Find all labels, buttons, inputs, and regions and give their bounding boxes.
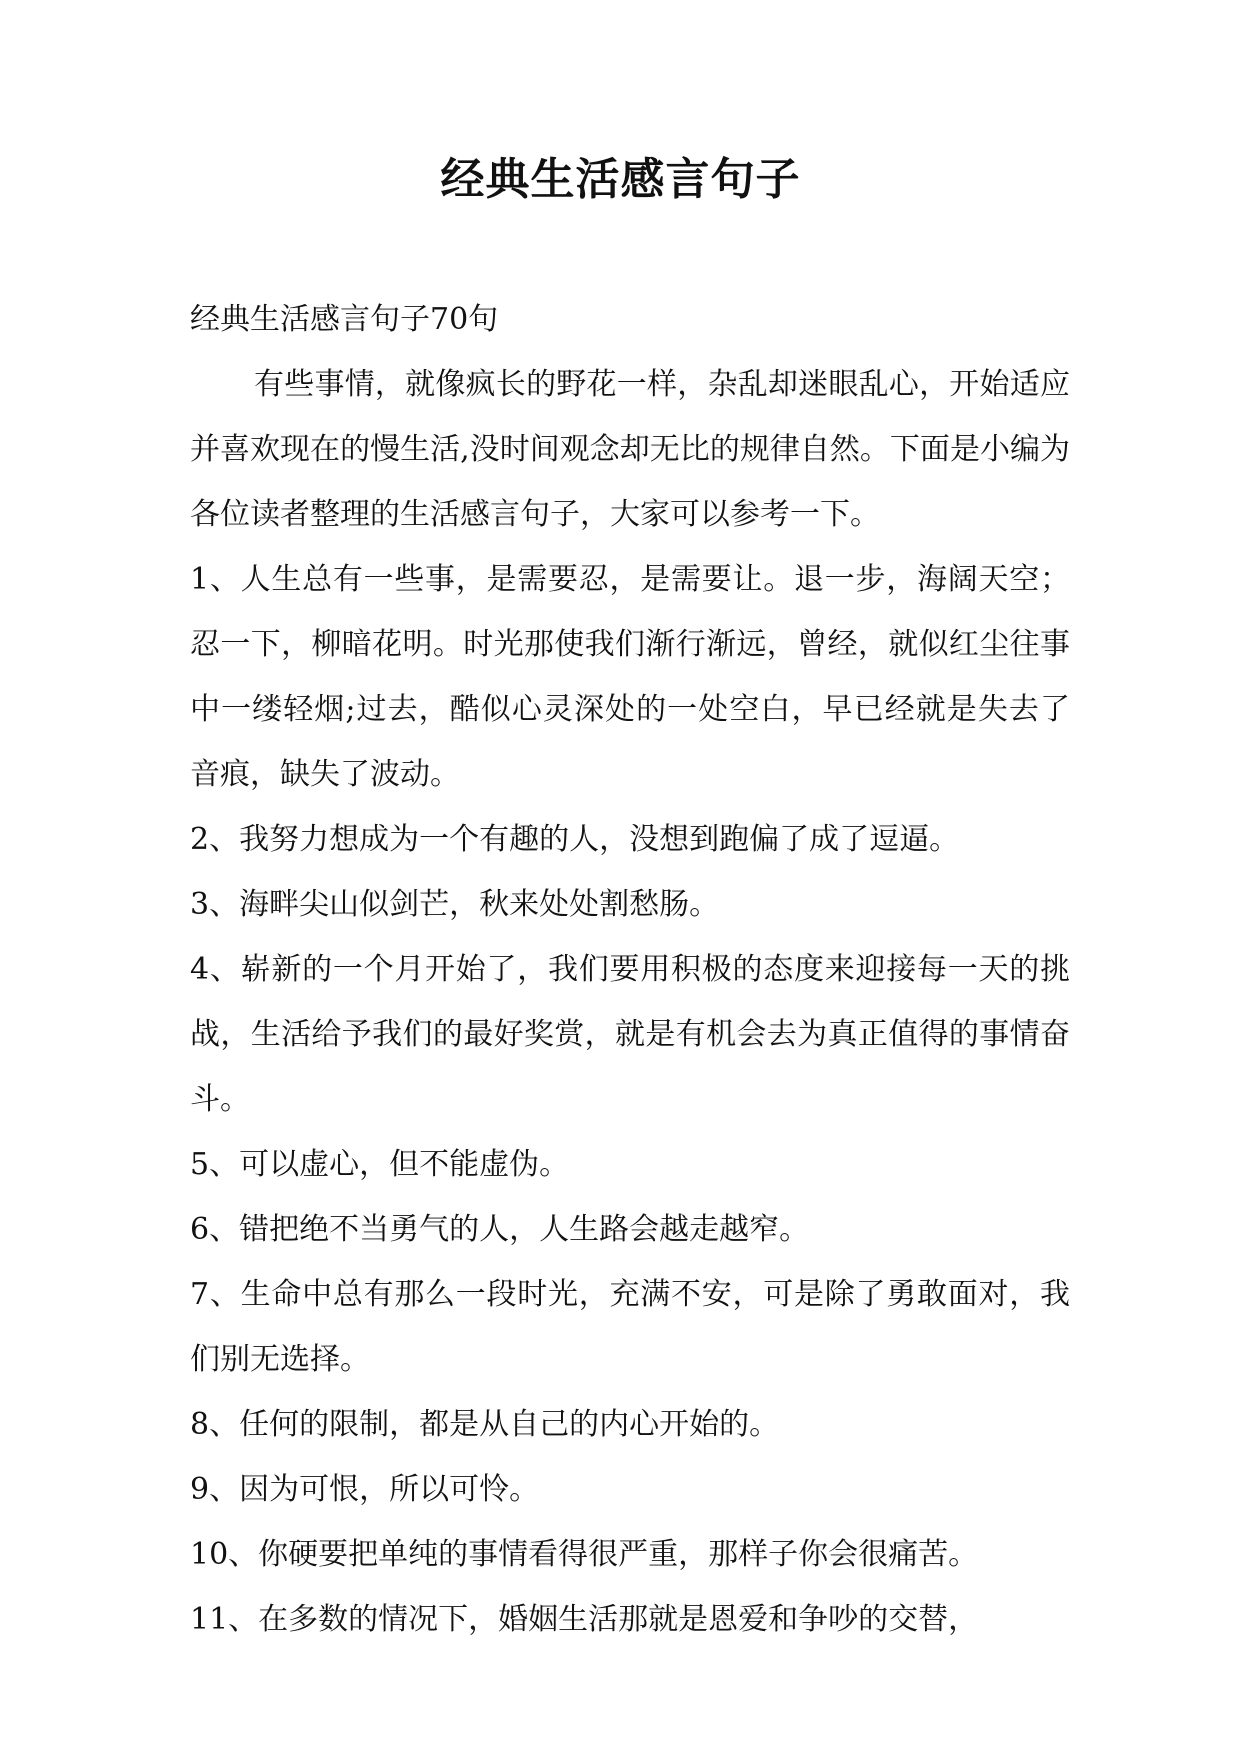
quote-item-1: 1、人生总有一些事，是需要忍，是需要让。退一步，海阔天空；忍一下，柳暗花明。时光那使我们渐行渐远，曾经，就似红尘往事中一缕轻烟;过去，酷似心灵深处的一处空白，早已经就是失去了音痕，缺失了波动。 [190, 562, 1070, 792]
quote-item-2: 2、我努力想成为一个有趣的人，没想到跑偏了成了逗逼。 [190, 822, 960, 857]
quote-item-8: 8、任何的限制，都是从自己的内心开始的。 [190, 1407, 780, 1442]
intro-paragraph: 有些事情，就像疯长的野花一样，杂乱却迷眼乱心，开始适应并喜欢现在的慢生活,没时间观念却无比的规律自然。下面是小编为各位读者整理的生活感言句子，大家可以参考一下。 [190, 367, 1070, 532]
quote-item-7: 7、生命中总有那么一段时光，充满不安，可是除了勇敢面对，我们别无选择。 [190, 1277, 1070, 1377]
document-title: 经典生活感言句子 [440, 154, 801, 205]
quote-item-9: 9、因为可恨，所以可怜。 [190, 1472, 540, 1507]
quote-item-3: 3、海畔尖山似剑芒，秋来处处割愁肠。 [190, 887, 720, 922]
quote-item-10: 10、你硬要把单纯的事情看得很严重，那样子你会很痛苦。 [190, 1537, 979, 1572]
quote-item-6: 6、错把绝不当勇气的人，人生路会越走越窄。 [190, 1212, 810, 1247]
quote-item-4: 4、崭新的一个月开始了，我们要用积极的态度来迎接每一天的挑战，生活给予我们的最好奖赏，就是有机会去为真正值得的事情奋斗。 [190, 952, 1070, 1117]
document-subtitle: 经典生活感言句子70句 [190, 302, 499, 337]
quote-item-11: 11、在多数的情况下，婚姻生活那就是恩爱和争吵的交替， [190, 1602, 979, 1637]
document-body [190, 287, 1070, 1652]
quote-item-5: 5、可以虚心，但不能虚伪。 [190, 1147, 570, 1182]
